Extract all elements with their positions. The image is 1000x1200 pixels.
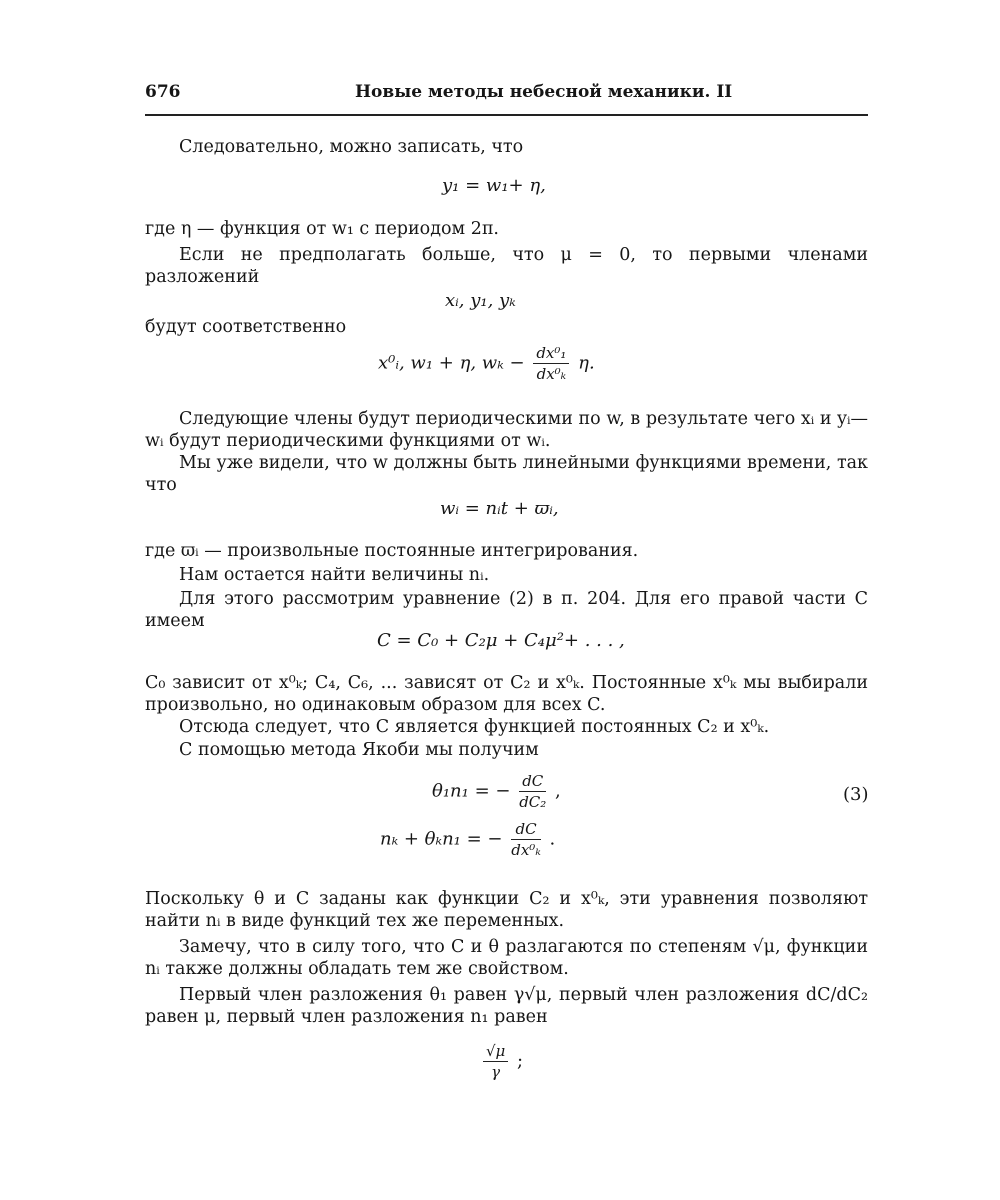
equation: xᵢ, y₁, yₖ (445, 290, 516, 311)
fraction-denominator: dC₂ (519, 793, 547, 811)
paragraph: Следующие члены будут периодическими по w, в результате чего xᵢ и yᵢ— wᵢ будут периодическими функциями от wᵢ. (145, 409, 868, 451)
equation-number: (3) (843, 784, 869, 805)
page-number: 676 (145, 82, 181, 102)
equation-tail: ; (517, 1050, 524, 1072)
paragraph: Для этого рассмотрим уравнение (2) в п. 204. Для его правой части C имеем (145, 589, 868, 631)
equation: y₁ = w₁+ η, (442, 175, 546, 196)
equation-3b (380, 820, 555, 859)
paragraph: C₀ зависит от x⁰ₖ; C₄, C₆, ... зависят от C₂ и x⁰ₖ. Постоянные x⁰ₖ мы выбирали произвольно, но одинаковым образом для всех C. (145, 673, 868, 715)
fraction-numerator: √μ (483, 1042, 508, 1062)
equation-tail: . (549, 828, 556, 850)
paragraph: Замечу, что в силу того, что C и θ разлагаются по степеням √μ, функции nᵢ также должны обладать тем же свойством. (145, 937, 868, 979)
equation: wᵢ = nᵢt + ϖᵢ, (440, 498, 559, 519)
paragraph: будут соответственно (145, 317, 347, 337)
equation-part: η. (578, 352, 595, 374)
fraction (511, 820, 541, 859)
paragraph: где ϖᵢ — произвольные постоянные интегрирования. (145, 541, 639, 561)
equation-3a (432, 772, 561, 811)
paragraph: Отсюда следует, что C является функцией постоянных C₂ и x⁰ₖ. (179, 717, 770, 737)
equation-part: x⁰ᵢ, w₁ + η, wₖ − (378, 352, 525, 374)
equation-lhs: θ₁n₁ = − (432, 780, 511, 802)
paragraph: Мы уже видели, что w должны быть линейными функциями времени, так что (145, 453, 868, 495)
fraction-numerator: dC (511, 820, 541, 840)
running-title: Новые методы небесной механики. II (355, 82, 733, 102)
paragraph: Первый член разложения θ₁ равен γ√μ, первый член разложения dC/dC₂ равен μ, первый член разложения n₁ равен (145, 985, 868, 1027)
header-rule (145, 114, 868, 116)
fraction-denominator: γ (491, 1063, 501, 1081)
paragraph: Если не предполагать больше, что μ = 0, то первыми членами разложений (145, 245, 868, 287)
fraction (533, 344, 569, 383)
paragraph: С помощью метода Якоби мы получим (179, 740, 539, 760)
paragraph: Нам остается найти величины nᵢ. (179, 565, 490, 585)
fraction (519, 772, 546, 811)
fraction-denominator: dx⁰ₖ (511, 841, 541, 859)
paragraph: где η — функция от w₁ с периодом 2π. (145, 219, 499, 239)
fraction-numerator: dx⁰₁ (533, 344, 569, 364)
paragraph: Следовательно, можно записать, что (179, 137, 524, 157)
equation-lhs: nₖ + θₖn₁ = − (380, 828, 503, 850)
fraction (483, 1042, 508, 1081)
fraction-denominator: dx⁰ₖ (536, 365, 567, 383)
paragraph: Поскольку θ и C заданы как функции C₂ и x⁰ₖ, эти уравнения позволяют найти nᵢ в виде функций тех же переменных. (145, 889, 868, 931)
equation-tail: , (555, 780, 561, 802)
running-header (145, 82, 868, 108)
equation-leading-terms (378, 344, 595, 383)
equation-first-term (480, 1042, 523, 1081)
equation: C = C₀ + C₂μ + C₄μ²+ . . . , (377, 630, 625, 651)
fraction-numerator: dC (519, 772, 546, 792)
